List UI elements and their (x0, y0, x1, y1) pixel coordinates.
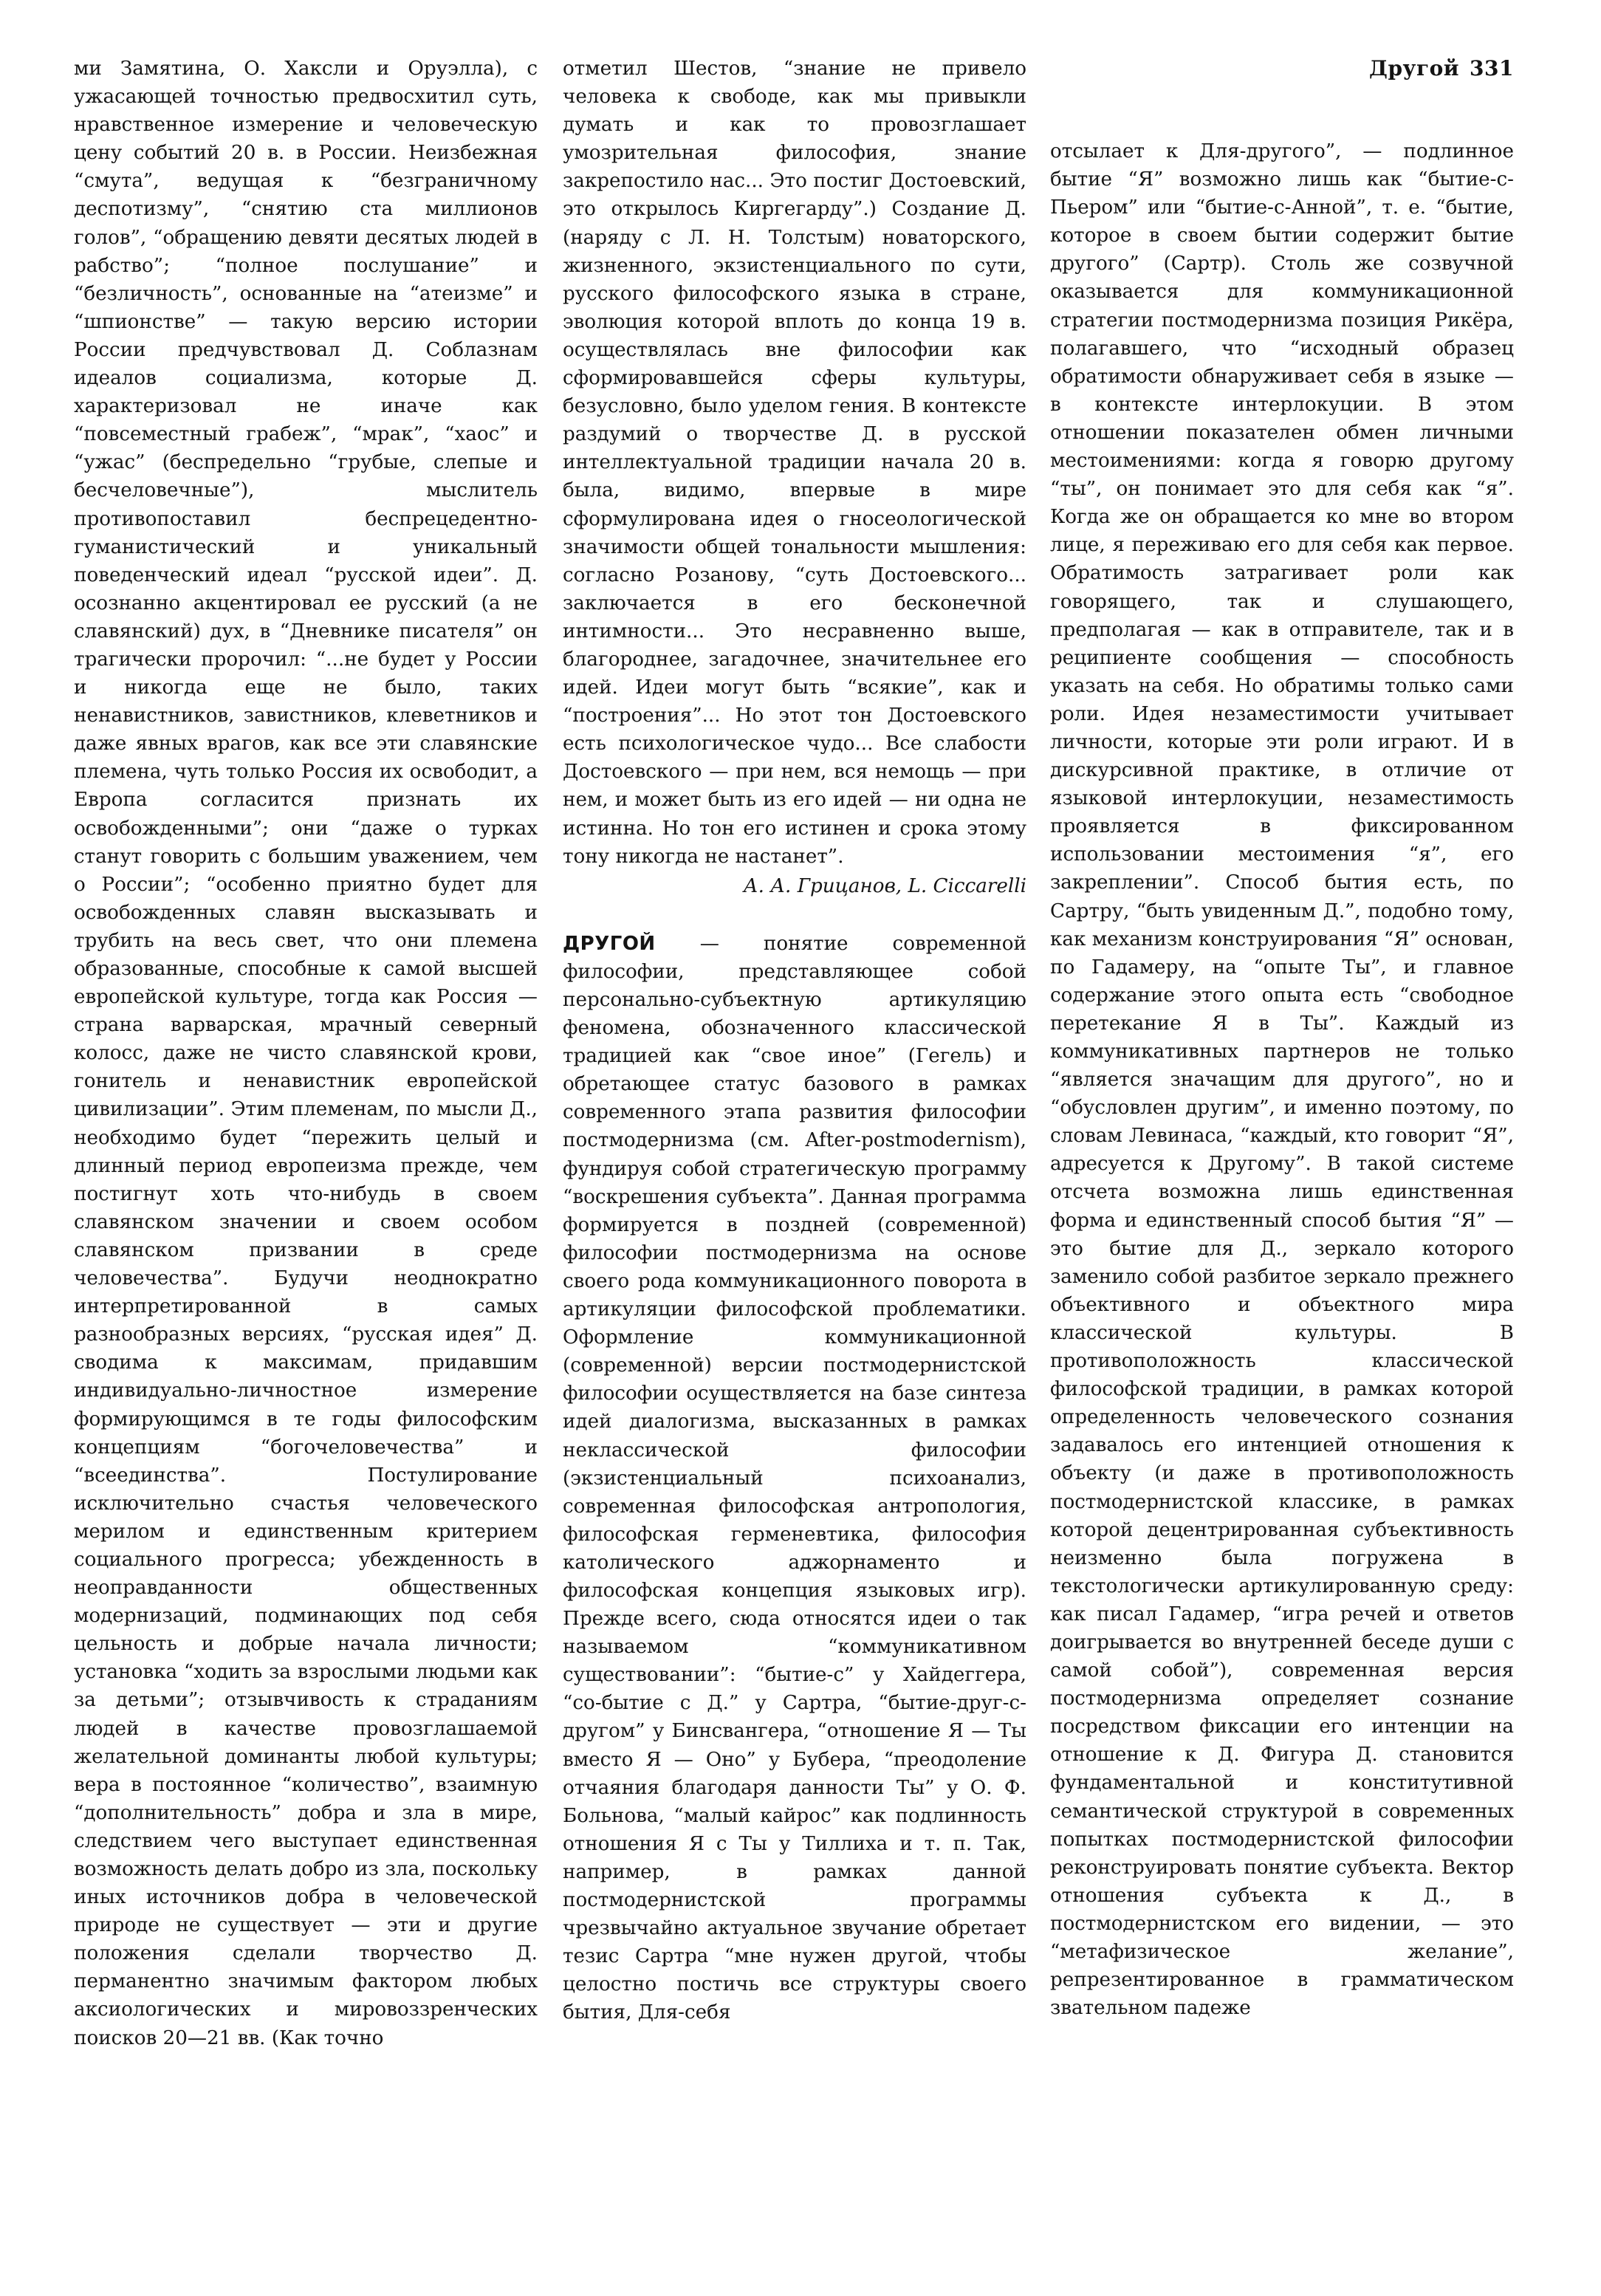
text-column-left (74, 55, 538, 2255)
text-column-right (1050, 137, 1514, 2249)
author-signature: А. А. Грицанов, L. Ciccarelli (743, 874, 1026, 897)
entry-headword: ДРУГОЙ (563, 932, 656, 955)
column-right-text: отсылает к Для-другого”, — подлинное бытие “Я” возможно лишь как “бытие-с-Пьером” или “бытие-с-Анной”, т. е. “бытие, которое в своем бытии содержит бытие другого” (Сартр). Столь же созвучной оказывается для коммуникационной стратегии постмодернизма позиция Рикёра, полагавшего, что “исходный образец обратимости обнаруживает себя в языке — в контексте интерлокуции. В этом отношении показателен обмен личными местоимениями: когда я говорю другому “ты”, он понимает это для себя как “я”. Когда же он обращается ко мне во втором лице, я переживаю его для себя как первое. Обратимость затрагивает роли как говорящего, так и слушающего, предполагая — как в отправителе, так и в реципиенте сообщения — способность указать на себя. Но обратимы только сами роли. Идея незаместимости учитывает личности, которые эти роли играют. И в дискурсивной практике, в отличие от языковой интерлокуции, незаместимость проявляется в фиксированном использовании местоимения “я”, его закреплении”. Способ бытия есть, по Сартру, “быть увиденным Д.”, подобно тому, как механизм конструирования “Я” основан, по Гадамеру, на “опыте Ты”, и главное содержание этого опыта есть “свободное перетекание Я в Ты”. Каждый из коммуникативных партнеров не только “является значащим для другого”, но и “обусловлен другим”, и именно поэтому, по словам Левинаса, “каждый, кто говорит “Я”, адресуется к Другому”. В такой системе отсчета возможна лишь единственная форма и единственный способ бытия “Я” — это бытие для Д., зеркало которого заменило собой разбитое зеркало прежнего объективного и объектного мира классической культуры. В противоположность классической философской традиции, в рамках которой определенность человеческого сознания задавалось его интенцией отношения к объекту (и даже в противоположность постмодернистской классике, в рамках которой децентрированная субъективность неизменно была погружена в текстологически артикулированную среду: как писал Гадамер, “игра речей и ответов доигрывается во внутренней беседе души с самой собой”), современная версия постмодернизма определяет сознание посредством фиксации его интенции на отношение к Д. Фигура Д. становится фундаментальной и конститутивной семантической структурой в современных попытках постмодернистской философии реконструировать понятие субъекта. Вектор отношения субъекта к Д., в постмодернистском его видении, — это “метафизическое желание”, репрезентированное в грамматическом звательном падеже (1050, 140, 1514, 2020)
column-middle-text: отметил Шестов, “знание не привело человека к свободе, как мы привыкли думать и как то провозглашает умозрительная философия, знание закрепостило нас... Это постиг Достоевский, это открылось Киргегарду”.) Создание Д. (наряду с Л. Н. Толстым) новаторского, жизненного, экзистенциального по сути, русского философского языка в стране, эволюция которой вплоть до конца 19 в. осуществлялась вне философии как сформировавшейся сферы культуры, безусловно, было уделом гения. В контексте раздумий о творчестве Д. в русской интеллектуальной традиции начала 20 в. была, видимо, впервые в мире сформулирована идея о гносеологической значимости общей тональности мышления: согласно Розанову, “суть Достоевского... заключается в его бесконечной интимности... Это несравненно выше, благороднее, загадочнее, значительнее его идей. Идеи могут быть “всякие”, как и “построения”... Но этот тон Достоевского есть психологическое чудо... Все слабости Достоевского — при нем, вся немощь — при нем, и может быть из его идей — ни одна не истинна. Но тон его истинен и срока этому тону никогда не настанет”. (563, 58, 1026, 868)
entry-text: — понятие современной философии, представляющее собой персонально-субъектную артикуляцию феномена, обозначенного классической традицией как “свое иное” (Гегель) и обретающее статус базового в рамках современного этапа развития философии постмодернизма (см. After-postmodernism), фундируя собой стратегическую программу “воскрешения субъекта”. Данная программа формируется в поздней (современной) философии постмодернизма на основе своего рода коммуникационного поворота в артикуляции философской проблематики. Оформление коммуникационной (современной) версии постмодернистской философии осуществляется на базе синтеза идей диалогизма, высказанных в рамках неклассической философии (экзистенциальный психоанализ, современная философская антропология, философская герменевтика, философия католического аджорнаменто и философская концепция языковых игр). Прежде всего, сюда относятся идеи о так называемом “коммуникативном существовании”: “бытие-с” у Хайдеггера, “со-бытие с Д.” у Сартра, “бытие-друг-с-другом” у Бинсвангера, “отношение Я — Ты вместо Я — Оно” у Бубера, “преодоление отчаяния благодаря данности Ты” у О. Ф. Больнова, “малый кайрос” как подлинность отношения Я с Ты у Тиллиха и т. п. Так, например, в рамках данной постмодернистской программы чрезвычайно актуальное звучание обретает тезис Сартра “мне нужен другой, чтобы целостно постичь все структуры своего бытия, Для-себя (563, 932, 1026, 2024)
text-column-middle (563, 55, 1026, 2255)
dictionary-entry (563, 930, 1026, 2027)
page-number: 331 (1470, 56, 1514, 80)
column-left-text: ми Замятина, О. Хаксли и Оруэлла), с ужасающей точностью предвосхитил суть, нравственное измерение и человеческую цену событий 20 в. в России. Неизбежная “смута”, ведущая к “безграничному деспотизму”, “снятию ста миллионов голов”, “обращению девяти десятых людей в рабство”; “полное послушание” и “безличность”, основанные на “атеизме” и “шпионстве” — такую версию истории России предчувствовал Д. Соблазнам идеалов социализма, которые Д. характеризовал не иначе как “повсеместный грабеж”, “мрак”, “хаос” и “ужас” (беспредельно “грубые, слепые и бесчеловечные”), мыслитель противопоставил беспрецедентно-гуманистический и уникальный поведенческий идеал “русской идеи”. Д. осознанно акцентировал ее русский (а не славянский) дух, в “Дневнике писателя” он трагически пророчил: “...не будет у России и никогда еще не было, таких ненавистников, завистников, клеветников и даже явных врагов, как все эти славянские племена, чуть только Россия их освободит, а Европа согласится признать их освобожденными”; они “даже о турках станут говорить с большим уважением, чем о России”; “особенно приятно будет для освобожденных славян высказывать и трубить на весь свет, что они племена образованные, способные к самой высшей европейской культуре, тогда как Россия — страна варварская, мрачный северный колосс, даже не чисто славянской крови, гонитель и ненавистник европейской цивилизации”. Этим племенам, по мысли Д., необходимо будет “пережить целый и длинный период европеизма прежде, чем постигнут хоть что-нибудь в своем славянском значении и своем особом славянском призвании в среде человечества”. Будучи неоднократно интерпретированной в самых разнообразных версиях, “русская идея” Д. сводима к максимам, придавшим индивидуально-личностное измерение формирующимся в те годы философским концепциям “богочеловечества” и “всеединства”. Постулирование исключительно счастья человеческого мерилом и единственным критерием социального прогресса; убежденность в неоправданности общественных модернизаций, подминающих под себя цельность и добрые начала личности; установка “ходить за взрослыми людьми как за детьми”; отзывчивость к страданиям людей в качестве провозглашаемой желательной доминанты любой культуры; вера в постоянное “количество”, взаимную “дополнительность” добра и зла в мире, следствием чего выступает единственная возможность делать добро из зла, поскольку иных источников добра в человеческой природе не существует — эти и другие положения сделали творчество Д. перманентно значимым фактором любых аксиологических и мировоззренческих поисков 20—21 вв. (Как точно (74, 58, 538, 2049)
running-head-title: Другой (1369, 56, 1460, 80)
running-head (1369, 56, 1514, 80)
